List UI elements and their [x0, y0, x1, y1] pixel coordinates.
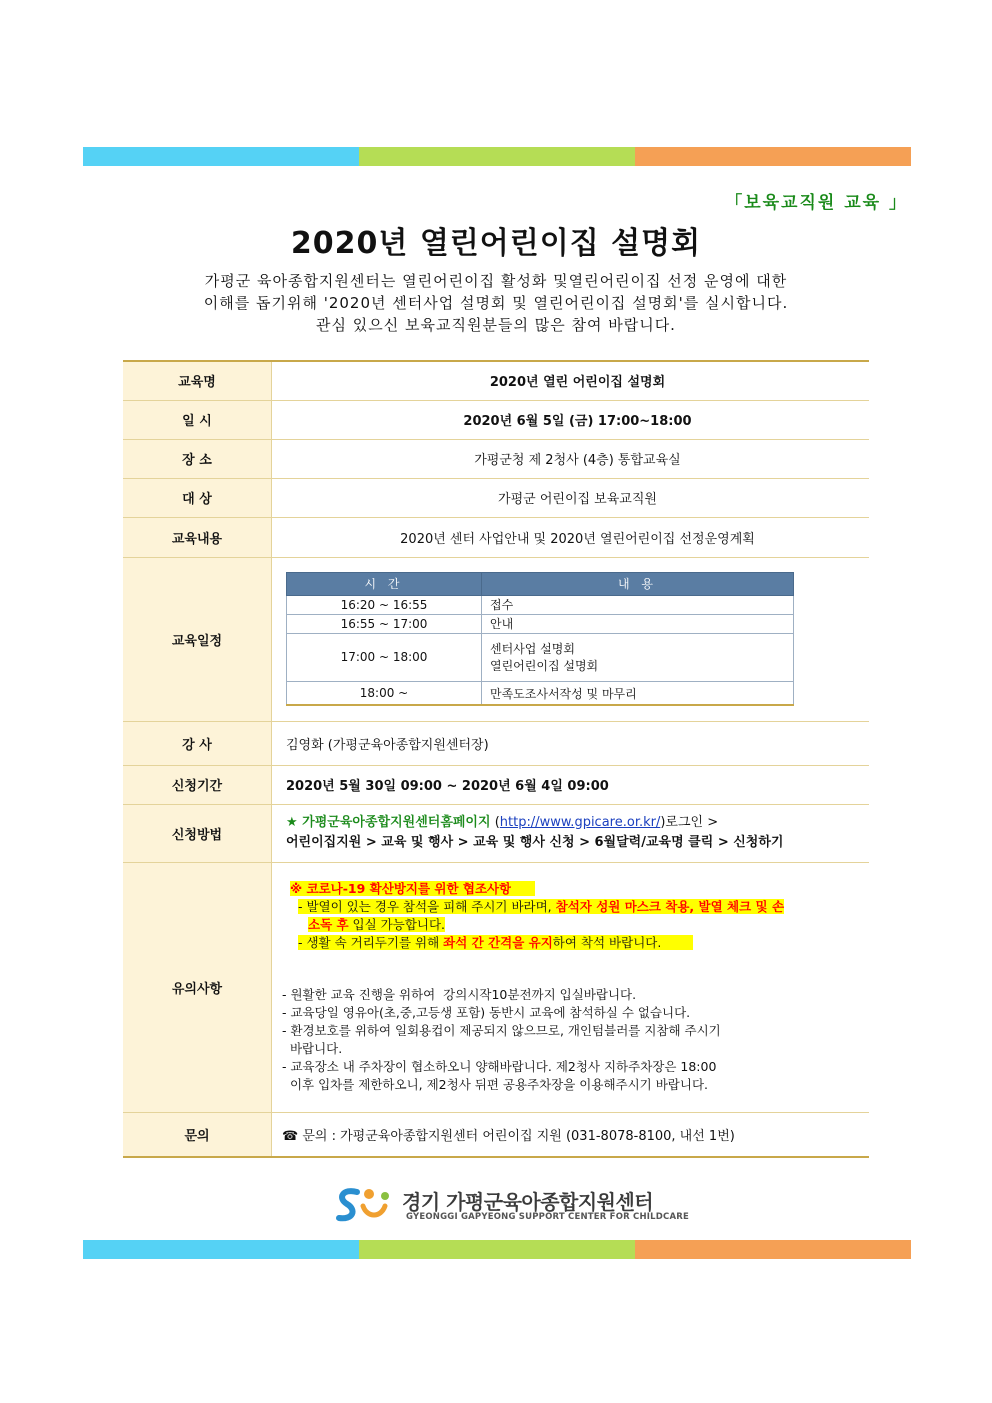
bottom-color-bar — [83, 1240, 911, 1259]
schedule-row — [287, 681, 794, 705]
covid-note-1b: 참석자 성원 마스크 착용, 발열 체크 및 손 — [555, 899, 785, 914]
contact-value: ☎ 문의 : 가평군육아종합지원센터 어린이집 지원 (031-8078-8100, 내선 1번) — [272, 1112, 870, 1157]
category-tag: 「보육교직원 교육 」 — [725, 193, 908, 213]
schedule-content: 접수 — [482, 595, 794, 614]
schedule-content: 안내 — [482, 614, 794, 633]
covid-note-2c: 하여 착석 바랍니다. — [552, 935, 662, 950]
schedule-table — [286, 572, 794, 707]
general-note: 바랍니다. — [282, 1041, 343, 1056]
target-value: 가평군 어린이집 보육교직원 — [272, 478, 870, 517]
date-value: 2020년 6월 5일 (금) 17:00~18:00 — [272, 400, 870, 439]
schedule-time: 18:00 ~ — [287, 681, 482, 705]
schedule-time: 17:00 ~ 18:00 — [287, 633, 482, 681]
row-schedule — [123, 557, 869, 721]
row-label: 유의사항 — [123, 862, 272, 1112]
schedule-header-content: 내 용 — [482, 572, 794, 595]
schedule-content: 열린어린이집 설명회 — [490, 659, 599, 674]
row-lecturer — [123, 721, 869, 765]
logo-korean-text: 경기 가평군육아종합지원센터 — [402, 1190, 654, 1214]
row-date — [123, 400, 869, 439]
page-title: 2020년 열린어린이집 설명회 — [290, 226, 702, 261]
apply-path: 어린이집지원 > 교육 및 행사 > 교육 및 행사 신청 > 6월달력/교육명 클릭 > 신청하기 — [286, 835, 784, 850]
row-label: 교육명 — [123, 361, 272, 400]
content-value: 2020년 센터 사업안내 및 2020년 열린어린이집 선정운영계획 — [272, 517, 870, 557]
row-label: 강 사 — [123, 721, 272, 765]
row-label: 교육내용 — [123, 517, 272, 557]
row-target — [123, 478, 869, 517]
bar-segment-orange — [635, 1240, 911, 1259]
row-apply-method — [123, 804, 869, 862]
schedule-content: 만족도조사서작성 및 마무리 — [482, 681, 794, 705]
covid-title: ※ 코로나-19 확산방지를 위한 협조사항 — [290, 881, 512, 896]
general-note: - 교육당일 영유아(초,중,고등생 포함) 동반시 교육에 참석하실 수 없습니다. — [282, 1005, 691, 1020]
covid-note-2a: - 생활 속 거리두기를 위해 — [298, 935, 444, 950]
row-label: 일 시 — [123, 400, 272, 439]
schedule-time: 16:20 ~ 16:55 — [287, 595, 482, 614]
top-color-bar — [83, 147, 911, 166]
general-note: 이후 입차를 제한하오니, 제2청사 뒤편 공용주차장을 이용해주시기 바랍니다. — [282, 1077, 708, 1092]
row-place — [123, 439, 869, 478]
homepage-label: ★ 가평군육아종합지원센터홈페이지 — [286, 815, 491, 830]
covid-note-1c: 소독 후 — [308, 917, 349, 932]
childcare-center-logo-icon — [333, 1184, 403, 1224]
general-note: - 교육장소 내 주차장이 협소하오니 양해바랍니다. 제2청사 지하주차장은 18:00 — [282, 1059, 717, 1074]
bar-segment-blue — [83, 1240, 359, 1259]
schedule-row — [287, 614, 794, 633]
apply-period-value: 2020년 5월 30일 09:00 ~ 2020년 6월 4일 09:00 — [272, 765, 870, 804]
bar-segment-blue — [83, 147, 359, 166]
bar-segment-green — [359, 1240, 635, 1259]
place-value: 가평군청 제 2청사 (4층) 통합교육실 — [272, 439, 870, 478]
paren-open: ( — [494, 815, 500, 830]
row-course-name — [123, 361, 869, 400]
row-label: 교육일정 — [123, 557, 272, 721]
covid-note-2b: 좌석 간 간격을 유지 — [443, 935, 553, 950]
row-label: 장 소 — [123, 439, 272, 478]
schedule-row — [287, 633, 794, 681]
intro-line: 관심 있으신 보육교직원분들의 많은 참여 바랍니다. — [316, 316, 676, 334]
bar-segment-green — [359, 147, 635, 166]
covid-note-1d: 입실 가능합니다. — [348, 917, 446, 932]
row-apply-period — [123, 765, 869, 804]
login-text: )로그인 > — [660, 815, 719, 830]
row-label: 문의 — [123, 1112, 272, 1157]
bar-segment-orange — [635, 147, 911, 166]
homepage-link[interactable]: http://www.gpicare.or.kr/ — [499, 815, 661, 830]
row-label: 대 상 — [123, 478, 272, 517]
lecturer-value: 김영화 (가평군육아종합지원센터장) — [272, 721, 870, 765]
row-label: 신청방법 — [123, 804, 272, 862]
intro-text — [0, 270, 992, 336]
intro-line: 이해를 돕기위해 '2020년 센터사업 설명회 및 열린어린이집 설명회'를 실시합니다. — [203, 294, 789, 312]
logo-english-text: GYEONGGI GAPYEONG SUPPORT CENTER FOR CHILDCARE — [406, 1212, 689, 1222]
schedule-header-time: 시 간 — [287, 572, 482, 595]
schedule-header — [287, 572, 794, 595]
general-note: - 원활한 교육 진행을 위하여 강의시작10분전까지 입실바랍니다. — [282, 987, 637, 1002]
row-content — [123, 517, 869, 557]
row-label: 신청기간 — [123, 765, 272, 804]
row-notes — [123, 862, 869, 1112]
row-contact — [123, 1112, 869, 1157]
intro-line: 가평군 육아종합지원센터는 열린어린이집 활성화 및열린어린이집 선정 운영에 대한 — [204, 272, 788, 290]
schedule-time: 16:55 ~ 17:00 — [287, 614, 482, 633]
general-note: - 환경보호를 위하여 일회용컵이 제공되지 않으므로, 개인텀블러를 지참해 주시기 — [282, 1023, 721, 1038]
course-name-value: 2020년 열린 어린이집 설명회 — [272, 361, 870, 400]
schedule-row — [287, 595, 794, 614]
schedule-content: 센터사업 설명회 — [490, 642, 575, 657]
info-table — [123, 360, 869, 1158]
covid-note-1a: - 발열이 있는 경우 참석을 피해 주시기 바라며, — [298, 899, 556, 914]
